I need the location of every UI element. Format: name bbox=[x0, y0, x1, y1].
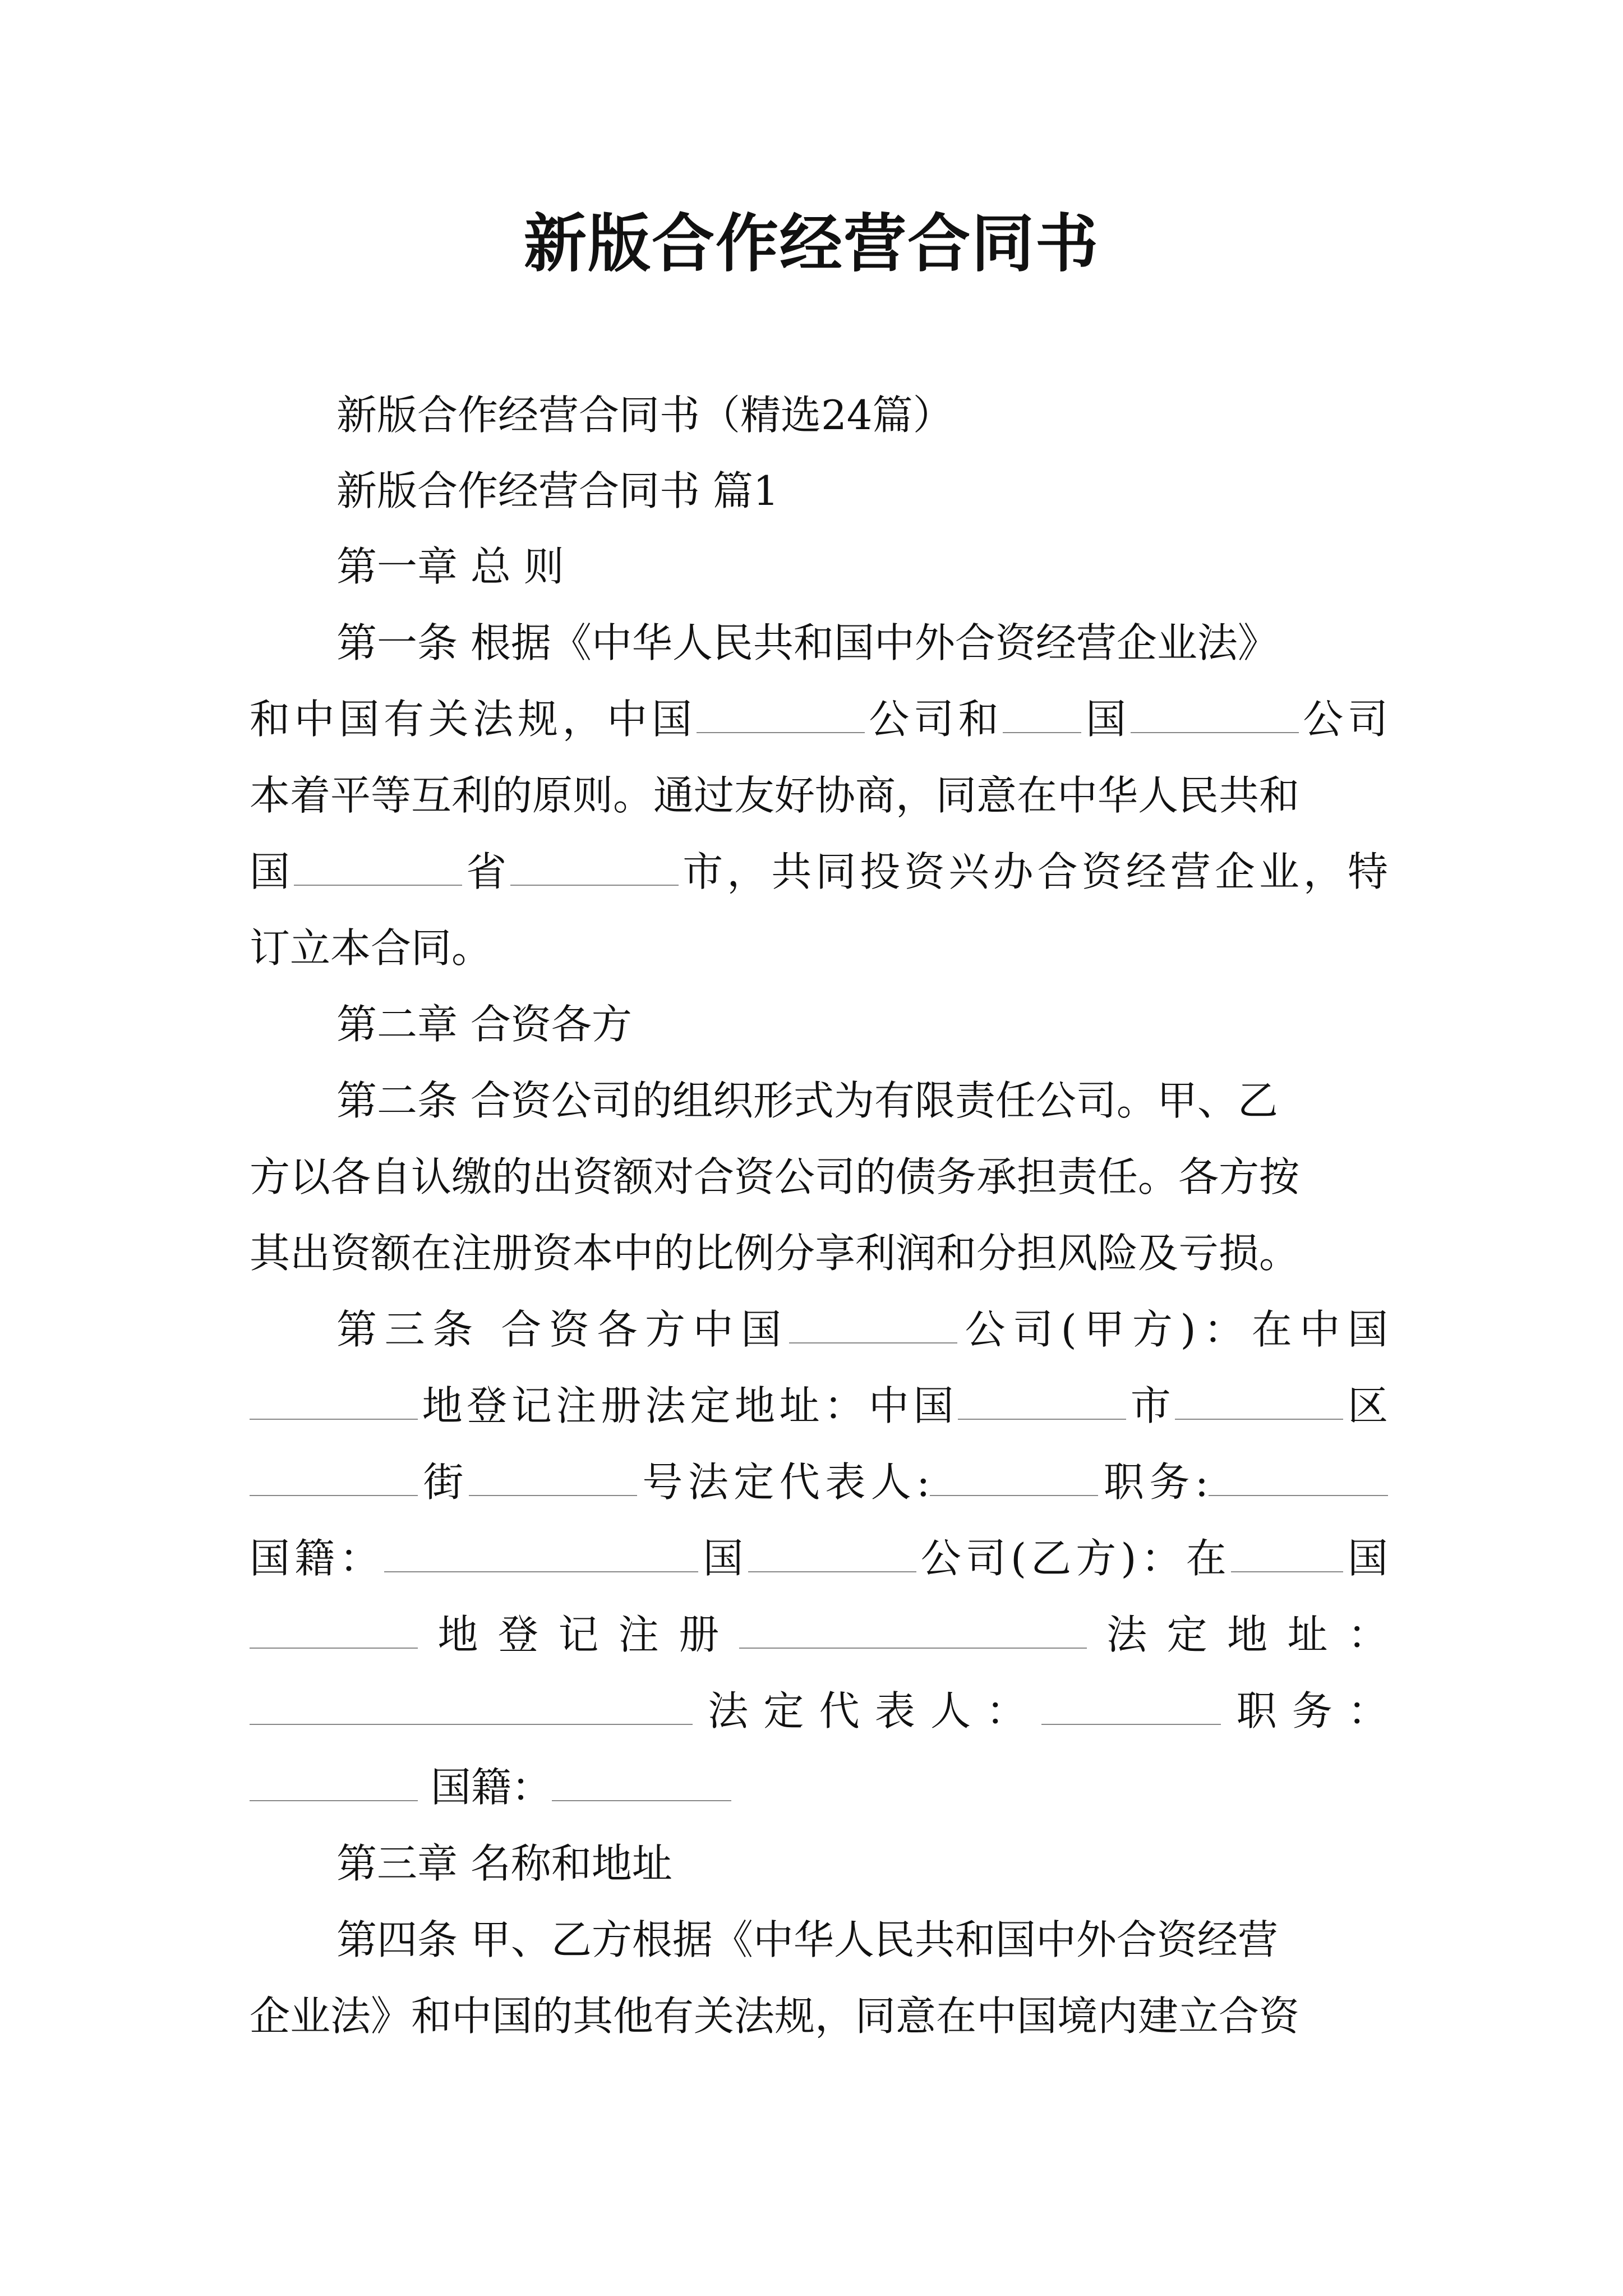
fill-blank bbox=[958, 1379, 1126, 1420]
fill-blank bbox=[250, 1379, 418, 1420]
article-2-line-1: 第二条 合资公司的组织形式为有限责任公司。甲、乙 bbox=[336, 1077, 1278, 1124]
chapter-1-heading: 第一章 总 则 bbox=[336, 543, 564, 590]
article-3-text: 公司(甲方)：在中国 bbox=[957, 1306, 1388, 1353]
article-1-text: 国 bbox=[1081, 696, 1131, 743]
document-title: 新版合作经营合同书 bbox=[524, 207, 1099, 280]
article-3-text: 国籍： bbox=[430, 1764, 552, 1811]
fill-blank bbox=[294, 845, 462, 886]
fill-blank bbox=[469, 1456, 637, 1496]
article-3-line-2 bbox=[250, 1378, 1388, 1434]
article-3-line-1 bbox=[336, 1301, 1388, 1358]
fill-blank bbox=[1175, 1379, 1343, 1420]
article-3-text: 号法定代表人: bbox=[637, 1458, 930, 1506]
fill-blank bbox=[789, 1303, 957, 1343]
article-3-text: 第三条 合资各方中国 bbox=[336, 1306, 789, 1353]
fill-blank bbox=[930, 1456, 1098, 1496]
article-3-text: 国 bbox=[698, 1535, 748, 1582]
article-3-text: 国 bbox=[1343, 1535, 1388, 1582]
piece-heading: 新版合作经营合同书 篇1 bbox=[336, 467, 779, 514]
fill-blank bbox=[739, 1608, 1087, 1649]
fill-blank bbox=[697, 693, 865, 733]
article-3-text: 街 bbox=[418, 1458, 469, 1506]
fill-blank bbox=[1131, 693, 1299, 733]
article-1-text: 公司 bbox=[1298, 696, 1388, 743]
chapter-3-heading: 第三章 名称和地址 bbox=[336, 1840, 672, 1887]
article-3-text: 职务: bbox=[1098, 1458, 1209, 1506]
fill-blank bbox=[250, 1761, 418, 1801]
fill-blank bbox=[552, 1761, 731, 1801]
document-subtitle: 新版合作经营合同书（精选24篇） bbox=[336, 392, 953, 439]
article-4-line-1: 第四条 甲、乙方根据《中华人民共和国中外合资经营 bbox=[336, 1916, 1278, 1963]
article-1-line-5: 订立本合同。 bbox=[250, 924, 492, 972]
article-3-line-3 bbox=[250, 1454, 1388, 1510]
article-3-line-5 bbox=[250, 1607, 1388, 1663]
article-1-text: 省 bbox=[462, 848, 511, 895]
article-2-line-2: 方以各自认缴的出资额对合资公司的债务承担责任。各方按 bbox=[250, 1153, 1300, 1200]
fill-blank bbox=[1231, 1532, 1343, 1572]
article-3-text: 区 bbox=[1343, 1382, 1388, 1429]
article-1-line-4 bbox=[250, 844, 1388, 900]
article-3-text: 公司(乙方)：在 bbox=[916, 1535, 1231, 1582]
fill-blank bbox=[250, 1685, 693, 1725]
fill-blank bbox=[384, 1532, 698, 1572]
fill-blank bbox=[1209, 1456, 1388, 1496]
article-3-text: 国籍： bbox=[250, 1535, 385, 1582]
fill-blank bbox=[1041, 1685, 1221, 1725]
fill-blank bbox=[1003, 693, 1081, 733]
article-1-text: 公司和 bbox=[864, 696, 1003, 743]
article-1-line-3: 本着平等互利的原则。通过友好协商，同意在中华人民共和 bbox=[250, 772, 1300, 819]
fill-blank bbox=[250, 1608, 418, 1649]
article-3-text: 法定地址： bbox=[1086, 1611, 1388, 1658]
article-1-text: 国 bbox=[250, 848, 294, 895]
article-1-line-1: 第一条 根据《中华人民共和国中外合资经营企业法》 bbox=[336, 619, 1278, 666]
article-1-line-2 bbox=[250, 691, 1388, 747]
article-3-text: 职务： bbox=[1221, 1687, 1388, 1734]
article-2-line-3: 其出资额在注册资本中的比例分享利润和分担风险及亏损。 bbox=[250, 1230, 1300, 1277]
article-3-text: 法定代表人： bbox=[693, 1687, 1042, 1734]
article-3-text: 地登记注册 bbox=[418, 1611, 739, 1658]
article-3-line-4 bbox=[250, 1530, 1388, 1586]
article-4-line-2: 企业法》和中国的其他有关法规，同意在中国境内建立合资 bbox=[250, 1993, 1300, 2040]
fill-blank bbox=[250, 1456, 418, 1496]
article-3-line-7 bbox=[250, 1759, 1388, 1815]
article-1-text: 市，共同投资兴办合资经营企业，特 bbox=[679, 848, 1388, 895]
fill-blank bbox=[748, 1532, 916, 1572]
fill-blank bbox=[510, 845, 679, 886]
article-3-line-6 bbox=[250, 1683, 1388, 1739]
article-3-text: 市 bbox=[1126, 1382, 1175, 1429]
article-1-text: 和中国有关法规，中国 bbox=[250, 696, 697, 743]
chapter-2-heading: 第二章 合资各方 bbox=[336, 1001, 632, 1048]
article-3-text: 地登记注册法定地址：中国 bbox=[418, 1382, 958, 1429]
